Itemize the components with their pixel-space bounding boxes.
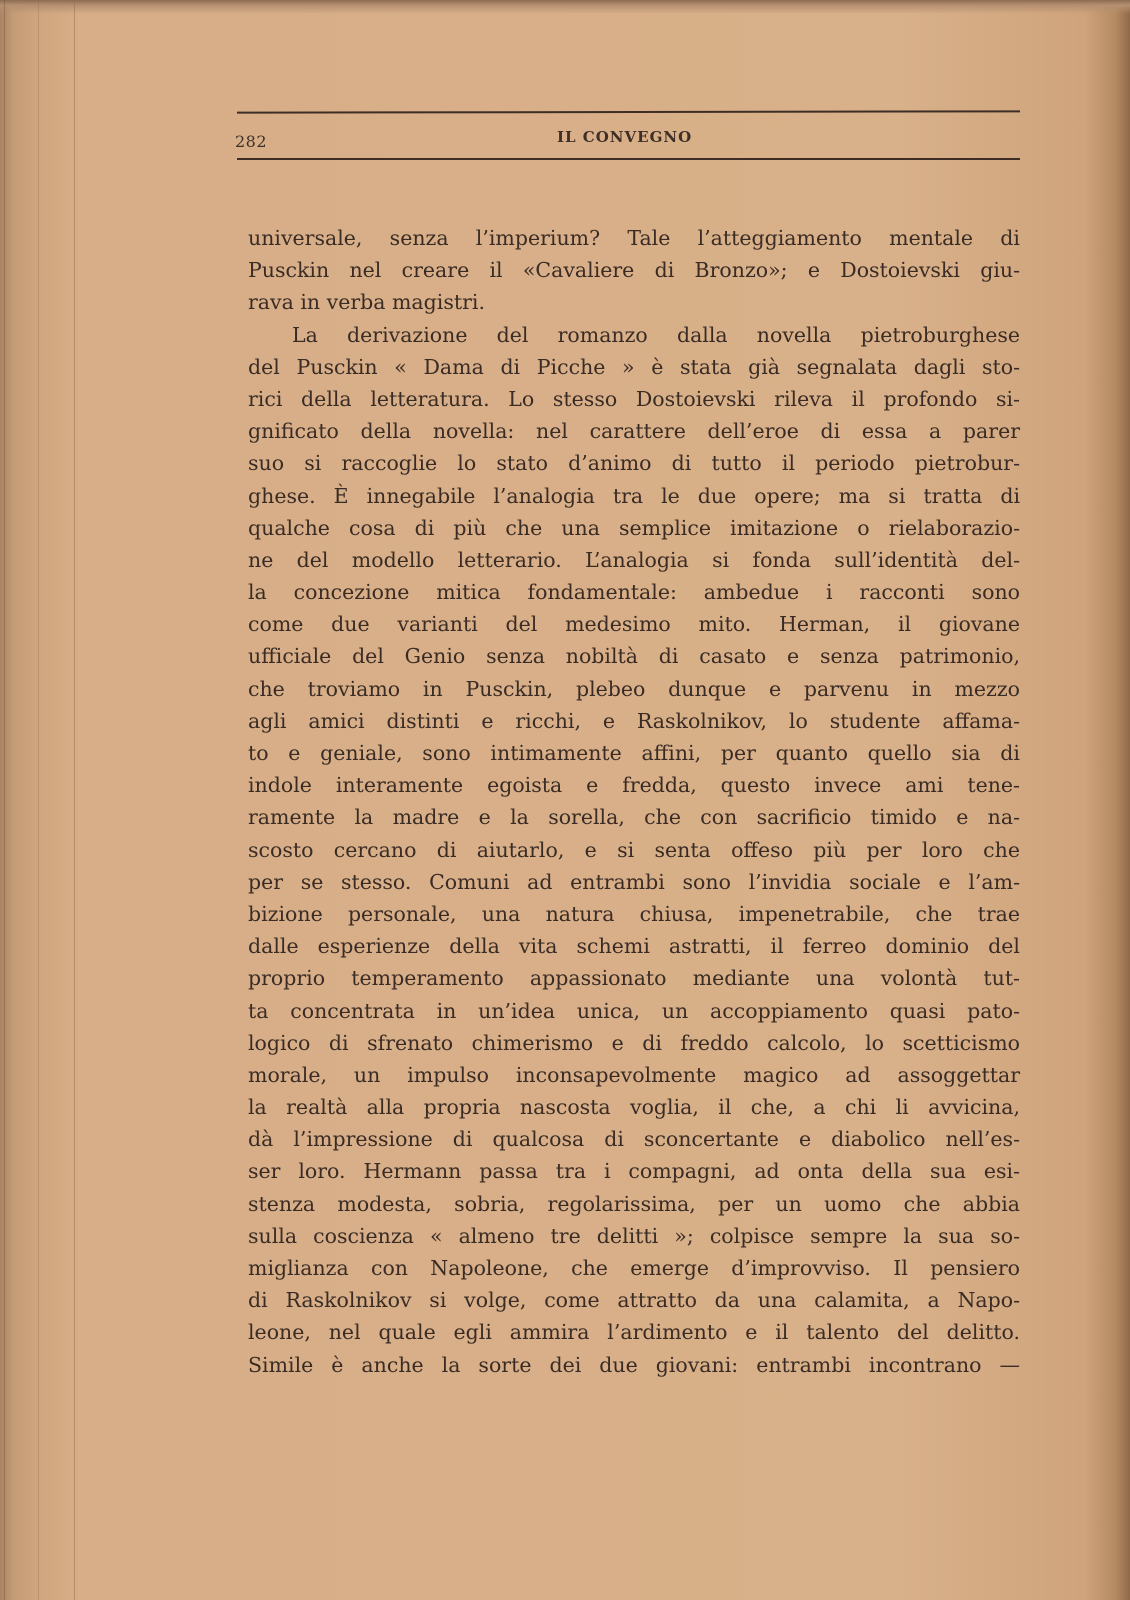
text-line: ghese. È innegabile l’analogia tra le due opere; ma si tratta di [248,483,1020,508]
text-line: bizione personale, una natura chiusa, impenetrabile, che trae [248,901,1020,926]
text-line: come due varianti del medesimo mito. Herman, il giovane [248,612,1020,637]
text-line: scosto cercano di aiutarlo, e si senta offeso più per loro che [248,837,1020,862]
page-top-shadow [0,0,1130,14]
text-line: ta concentrata in un’idea unica, un accoppiamento quasi pato- [248,998,1020,1023]
page-edge-line [38,0,39,1600]
text-line: Simile è anche la sorte dei due giovani: entrambi incontrano — [248,1352,1020,1377]
page-edge-line [4,0,5,1600]
running-head [235,128,1020,152]
text-line: rici della letteratura. Lo stesso Dostoievski rileva il profondo si- [248,386,1020,411]
page-edge-line [74,0,75,1600]
text-line: dà l’impressione di qualcosa di sconcertante e diabolico nell’es- [248,1127,1020,1152]
text-line: di Raskolnikov si volge, come attratto da una calamita, a Napo- [248,1288,1020,1313]
header-rule-bottom [237,158,1020,160]
text-line: qualche cosa di più che una semplice imitazione o rielaborazio- [248,515,1020,540]
journal-title: IL CONVEGNO [557,128,693,146]
text-line: morale, un impulso inconsapevolmente magico ad assoggettar [248,1062,1020,1087]
text-line: leone, nel quale egli ammira l’ardimento e il talento del delitto. [248,1320,1020,1345]
header-rule-top [237,110,1020,113]
text-line: Pusckin nel creare il «Cavaliere di Bronzo»; e Dostoievski giu- [248,258,1020,283]
text-line: del Pusckin « Dama di Picche » è stata già segnalata dagli sto- [248,354,1020,379]
text-line: ramente la madre e la sorella, che con sacrificio timido e na- [248,805,1020,830]
page-number: 282 [235,132,268,151]
text-line: La derivazione del romanzo dalla novella pietroburghese [292,322,1020,347]
text-line: logico di sfrenato chimerismo e di freddo calcolo, lo scetticismo [248,1030,1020,1055]
text-line: to e geniale, sono intimamente affini, per quanto quello sia di [248,741,1020,765]
text-line: la concezione mitica fondamentale: ambedue i racconti sono [248,580,1020,605]
text-line: ufficiale del Genio senza nobiltà di casato e senza patrimonio, [248,644,1020,669]
text-line: ne del modello letterario. L’analogia si fonda sull’identità del- [248,547,1020,572]
text-line: dalle esperienze della vita schemi astratti, il ferreo dominio del [248,934,1020,959]
body-text [248,222,1020,1381]
text-line: miglianza con Napoleone, che emerge d’improvviso. Il pensiero [248,1256,1020,1280]
text-line: suo si raccoglie lo stato d’animo di tutto il periodo pietrobur- [248,451,1020,476]
text-line: universale, senza l’imperium? Tale l’atteggiamento mentale di [248,226,1020,250]
text-line: agli amici distinti e ricchi, e Raskolnikov, lo studente affama- [248,708,1020,733]
text-line: stenza modesta, sobria, regolarissima, per un uomo che abbia [248,1191,1020,1216]
text-line: per se stesso. Comuni ad entrambi sono l’invidia sociale e l’am- [248,869,1020,894]
text-line: ser loro. Hermann passa tra i compagni, ad onta della sua esi- [248,1159,1020,1184]
text-line: indole interamente egoista e fredda, questo invece ami tene- [248,773,1020,798]
text-line: che troviamo in Pusckin, plebeo dunque e parvenu in mezzo [248,676,1020,701]
text-line: sulla coscienza « almeno tre delitti »; colpisce sempre la sua so- [248,1223,1020,1248]
text-line: proprio temperamento appassionato mediante una volontà tut- [248,966,1020,991]
text-line: gnificato della novella: nel carattere dell’eroe di essa a parer [248,419,1020,444]
text-line: la realtà alla propria nascosta voglia, il che, a chi li avvicina, [248,1095,1020,1120]
text-line: rava in verba magistri. [248,290,485,315]
